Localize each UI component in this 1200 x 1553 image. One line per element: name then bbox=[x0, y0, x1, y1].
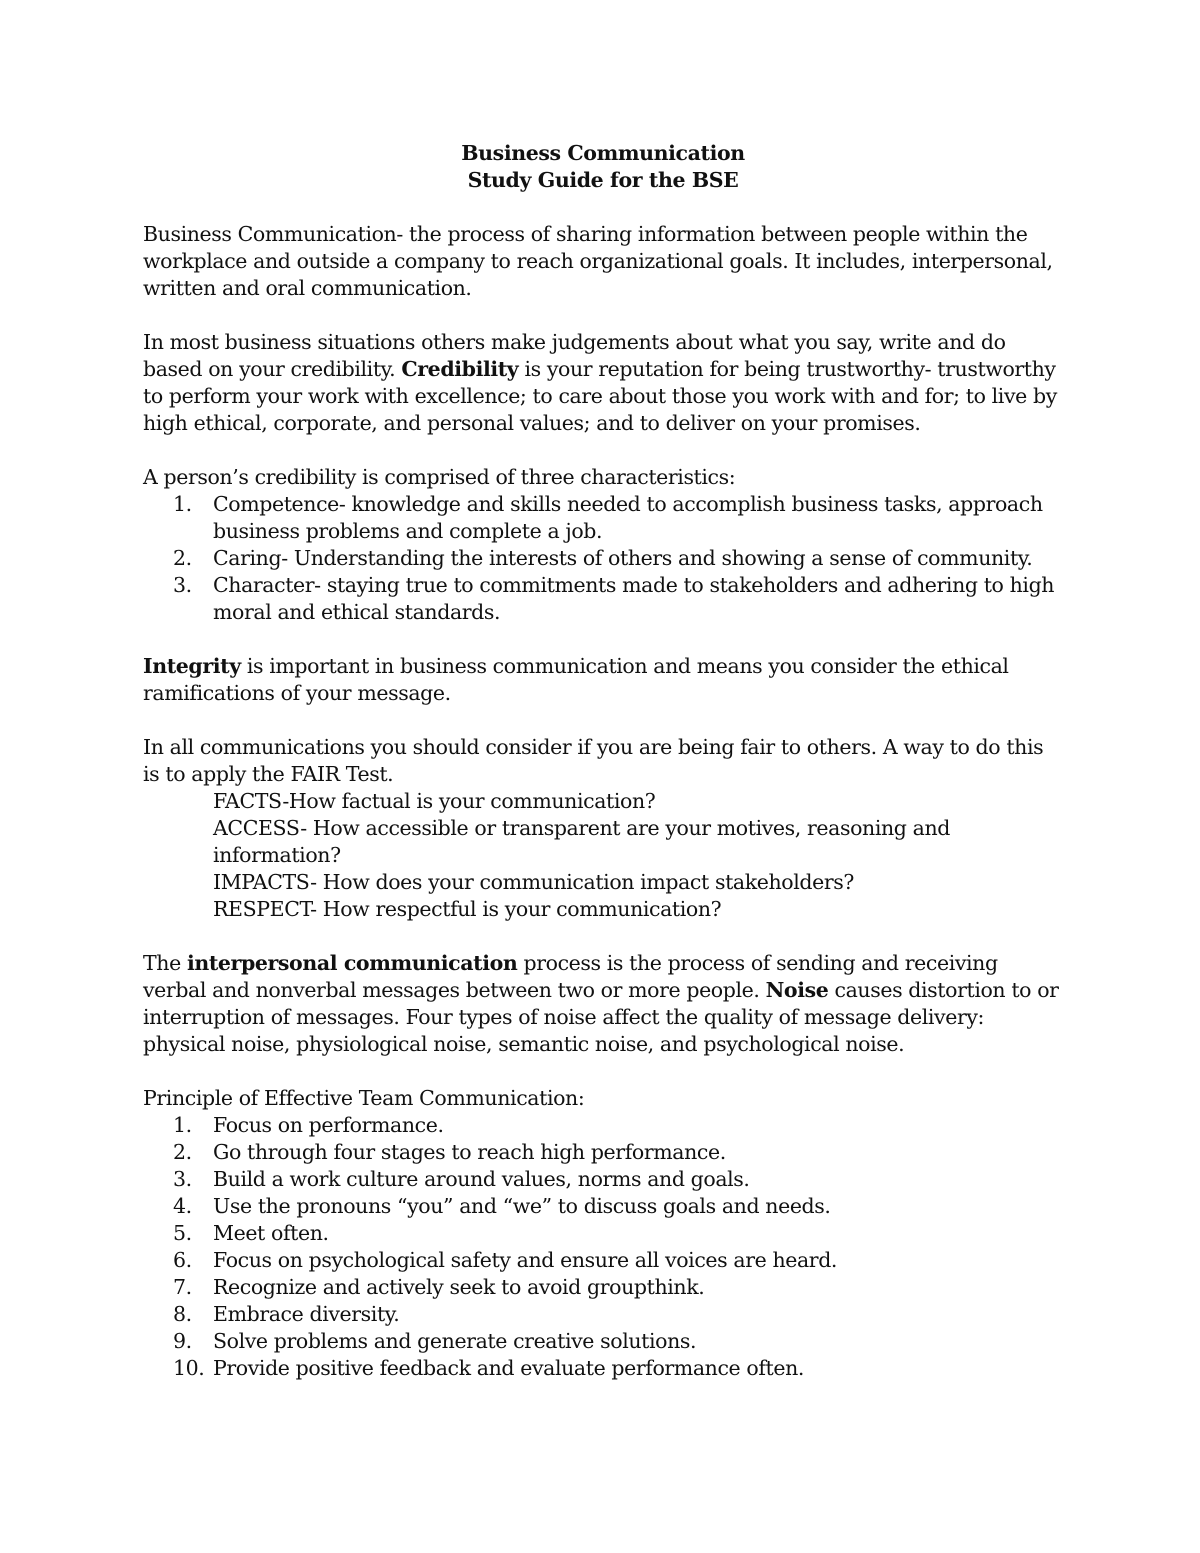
list-item bbox=[143, 1193, 1063, 1220]
list-text: Go through four stages to reach high performance. bbox=[213, 1140, 726, 1164]
team-principles-list bbox=[143, 1112, 1063, 1382]
document-title bbox=[143, 140, 1063, 194]
list-item bbox=[143, 545, 1063, 572]
list-number: 3. bbox=[173, 573, 192, 597]
fair-item-impacts: IMPACTS- How does your communication impact stakeholders? bbox=[213, 870, 854, 894]
list-item bbox=[143, 1139, 1063, 1166]
list-item bbox=[143, 1247, 1063, 1274]
credibility-paragraph bbox=[143, 329, 1063, 437]
list-number: 8. bbox=[173, 1302, 192, 1326]
list-item bbox=[143, 572, 1063, 626]
list-text: Provide positive feedback and evaluate performance often. bbox=[213, 1356, 805, 1380]
credibility-text-after: is your reputation for being trustworthy- trustworthy to perform your work with excellence; to care about those you work with and for; to live by high ethical, corporate, and personal values; and to deliver on your promises. bbox=[143, 357, 1057, 435]
list-text: Solve problems and generate creative solutions. bbox=[213, 1329, 697, 1353]
noise-term: Noise bbox=[765, 978, 829, 1002]
interpersonal-text-3: causes distortion to or interruption of messages. Four types of noise affect the quality of message delivery: physical noise, physiological noise, semantic noise, and psychological noise. bbox=[143, 978, 1059, 1056]
credibility-intro: A person’s credibility is comprised of three characteristics: bbox=[143, 465, 736, 489]
list-item bbox=[143, 1112, 1063, 1139]
list-number: 1. bbox=[173, 1113, 192, 1137]
interpersonal-paragraph bbox=[143, 950, 1063, 1058]
fair-test-list bbox=[143, 788, 1063, 923]
integrity-text: is important in business communication and means you consider the ethical ramifications of your message. bbox=[143, 654, 1009, 705]
title-line-2: Study Guide for the BSE bbox=[467, 168, 739, 192]
list-text: Caring- Understanding the interests of others and showing a sense of community. bbox=[213, 546, 1033, 570]
list-number: 4. bbox=[173, 1194, 192, 1218]
interpersonal-term: interpersonal communication bbox=[186, 951, 518, 975]
list-item bbox=[143, 1301, 1063, 1328]
integrity-paragraph bbox=[143, 653, 1063, 707]
document-page bbox=[143, 140, 1063, 1409]
list-number: 2. bbox=[173, 1140, 192, 1164]
list-number: 3. bbox=[173, 1167, 192, 1191]
list-text: Meet often. bbox=[213, 1221, 329, 1245]
credibility-term: Credibility bbox=[401, 357, 519, 381]
list-item bbox=[143, 1220, 1063, 1247]
interpersonal-text-1: The bbox=[143, 951, 187, 975]
list-number: 5. bbox=[173, 1221, 192, 1245]
list-number: 6. bbox=[173, 1248, 192, 1272]
list-text: Focus on performance. bbox=[213, 1113, 444, 1137]
list-text: Character- staying true to commitments made to stakeholders and adhering to high moral and ethical standards. bbox=[213, 573, 1055, 624]
fair-item-facts: FACTS-How factual is your communication? bbox=[213, 789, 656, 813]
list-text: Competence- knowledge and skills needed to accomplish business tasks, approach business problems and complete a job. bbox=[213, 492, 1043, 543]
list-item bbox=[143, 491, 1063, 545]
list-item bbox=[143, 1274, 1063, 1301]
integrity-term: Integrity bbox=[143, 654, 241, 678]
list-text: Embrace diversity. bbox=[213, 1302, 400, 1326]
list-text: Use the pronouns “you” and “we” to discuss goals and needs. bbox=[213, 1194, 831, 1218]
list-number: 10. bbox=[173, 1356, 205, 1380]
list-text: Focus on psychological safety and ensure all voices are heard. bbox=[213, 1248, 838, 1272]
list-item bbox=[143, 1166, 1063, 1193]
list-item bbox=[143, 1328, 1063, 1355]
list-text: Build a work culture around values, norms and goals. bbox=[213, 1167, 750, 1191]
title-line-1: Business Communication bbox=[461, 141, 745, 165]
fair-item-access: ACCESS- How accessible or transparent are your motives, reasoning and information? bbox=[213, 816, 950, 867]
list-number: 9. bbox=[173, 1329, 192, 1353]
fair-item-respect: RESPECT- How respectful is your communication? bbox=[213, 897, 722, 921]
credibility-text-before: In most business situations others make judgements about what you say, write and do based on your credibility. bbox=[143, 330, 1006, 381]
list-number: 2. bbox=[173, 546, 192, 570]
definition-paragraph: Business Communication- the process of sharing information between people within the workplace and outside a company to reach organizational goals. It includes, interpersonal, written and oral communication. bbox=[143, 222, 1053, 300]
credibility-list bbox=[143, 491, 1063, 626]
fair-intro: In all communications you should consider if you are being fair to others. A way to do this is to apply the FAIR Test. bbox=[143, 735, 1044, 786]
team-intro: Principle of Effective Team Communication: bbox=[143, 1086, 585, 1110]
list-item bbox=[143, 1355, 1063, 1382]
list-text: Recognize and actively seek to avoid groupthink. bbox=[213, 1275, 705, 1299]
list-number: 1. bbox=[173, 492, 192, 516]
interpersonal-text-2: process is the process of sending and receiving verbal and nonverbal messages between two or more people. bbox=[143, 951, 998, 1002]
list-number: 7. bbox=[173, 1275, 192, 1299]
